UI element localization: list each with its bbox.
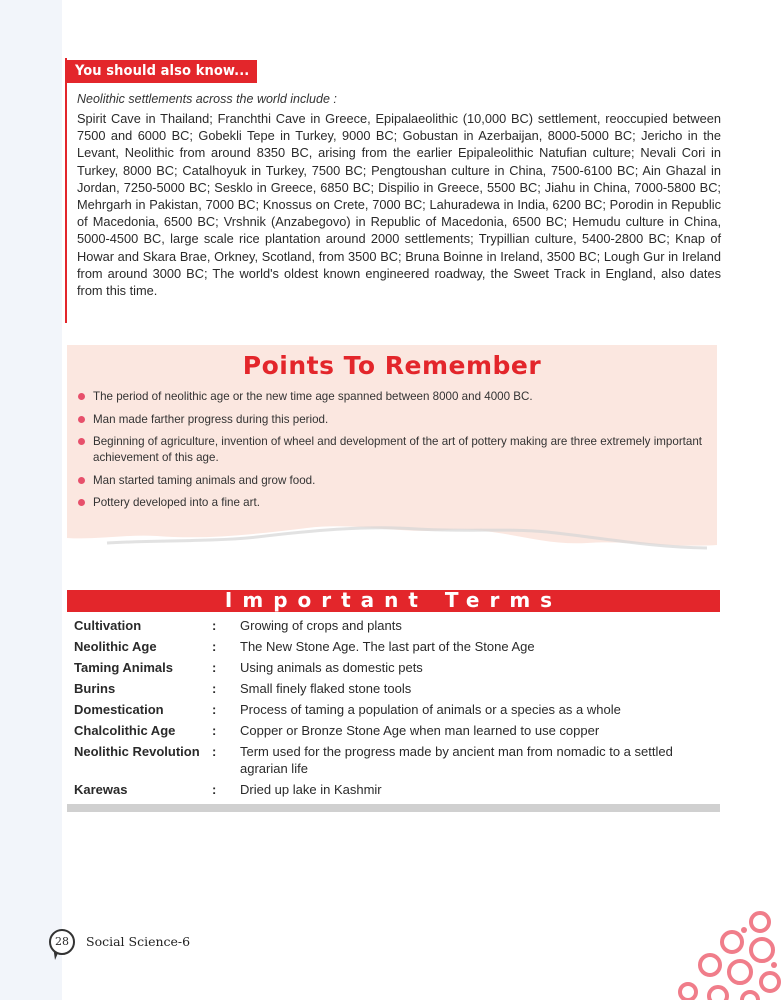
terms-bottom-bar: [67, 804, 720, 812]
term-definition: Dried up lake in Kashmir: [240, 782, 382, 797]
term-definition: Term used for the progress made by ancient man from nomadic to a settled agrarian life: [240, 744, 673, 776]
term-name: Neolithic Revolution: [74, 744, 200, 759]
bullet-icon: [78, 393, 85, 400]
also-know-body: Spirit Cave in Thailand; Franchthi Cave in Greece, Epipalaeolithic (10,000 BC) settlement, reoccupied between 7500 and 6000 BC; Gobekli Tepe in Turkey, 9000 BC; Gobustan in Azerbaijan, 8000-5000 BC; Jericho in the Levant, Neolithic from around 8350 BC, arising from the earlier Epipaleolithic Natufian culture; Nevali Cori in Turkey, 8000 BC; Catalhoyuk in Turkey, 7500 BC; Pengtoushan culture in China, 7500-6100 BC; Ain Ghazal in Jordan, 7250-5000 BC; Sesklo in Greece, 6850 BC; Dispilio in Greece, 5500 BC; Jiahu in China, 7000-5800 BC; Mehrgarh in Pakistan, 7000 BC; Knossus on Crete, 7000 BC; Lahuradewa in India, 6200 BC; Porodin in Republic of Macedonia, 6500 BC; Vrshnik (Anzabegovo) in Republic of Macedonia, 6500 BC; Hemudu culture in China, 5000-4500 BC, large scale rice plantation around 2000 settlements; Trypillian culture, 5400-2800 BC; Knap of Howar and Skara Brae, Orkney, Scotland, from 3500 BC; Bruna Boinne in Ireland, 3500 BC; Lough Gur in Ireland from around 3000 BC; The world's oldest known engineered roadway, the Sweet Track in England, also dates from this time.: [77, 111, 721, 299]
bullet-icon: [78, 438, 85, 445]
term-colon: :: [212, 723, 217, 738]
point-text: Man made farther progress during this period.: [93, 412, 329, 426]
decorative-circles-icon: [670, 910, 782, 1000]
also-know-heading: You should also know...: [67, 60, 257, 83]
term-definition: Copper or Bronze Stone Age when man learned to use copper: [240, 723, 600, 738]
term-name: Chalcolithic Age: [74, 723, 176, 738]
term-name: Karewas: [74, 782, 128, 797]
bullet-icon: [78, 499, 85, 506]
point-item: [77, 495, 712, 511]
term-name: Burins: [74, 681, 116, 696]
page-number: 28: [49, 929, 75, 955]
term-colon: :: [212, 782, 217, 797]
term-colon: :: [212, 618, 217, 633]
term-colon: :: [212, 702, 217, 717]
point-item: [77, 389, 712, 405]
torn-paper-edge: [67, 510, 717, 555]
term-colon: :: [212, 639, 217, 654]
term-name: Domestication: [74, 702, 164, 717]
points-list: [77, 389, 712, 518]
footer-book-label: Social Science-6: [86, 934, 191, 949]
bullet-icon: [78, 477, 85, 484]
term-definition: The New Stone Age. The last part of the Stone Age: [240, 639, 535, 654]
term-definition: Using animals as domestic pets: [240, 660, 423, 675]
points-to-remember-box: [67, 345, 717, 525]
term-name: Cultivation: [74, 618, 142, 633]
also-know-subheading: Neolithic settlements across the world include :: [77, 92, 337, 106]
point-text: Man started taming animals and grow food.: [93, 473, 316, 487]
important-terms-header: [67, 590, 720, 612]
term-definition: Growing of crops and plants: [240, 618, 402, 633]
points-title: Points To Remember: [242, 351, 542, 380]
point-item: [77, 434, 712, 466]
term-name: Taming Animals: [74, 660, 173, 675]
term-colon: :: [212, 660, 217, 675]
point-item: [77, 412, 712, 428]
term-definition: Small finely flaked stone tools: [240, 681, 412, 696]
term-colon: :: [212, 744, 217, 759]
left-margin-strip: [0, 0, 62, 1000]
point-text: The period of neolithic age or the new time age spanned between 8000 and 4000 BC.: [93, 390, 533, 403]
bullet-icon: [78, 416, 85, 423]
also-know-box: [65, 58, 721, 323]
term-name: Neolithic Age: [74, 639, 157, 654]
important-terms-title: Important Terms: [224, 588, 563, 612]
term-colon: :: [212, 681, 217, 696]
point-text: Pottery developed into a fine art.: [93, 496, 260, 509]
term-definition: Process of taming a population of animals or a species as a whole: [240, 702, 621, 717]
point-text: Beginning of agriculture, invention of wheel and development of the art of pottery making are three extremely important achievement of this age.: [93, 435, 703, 464]
point-item: [77, 473, 712, 489]
